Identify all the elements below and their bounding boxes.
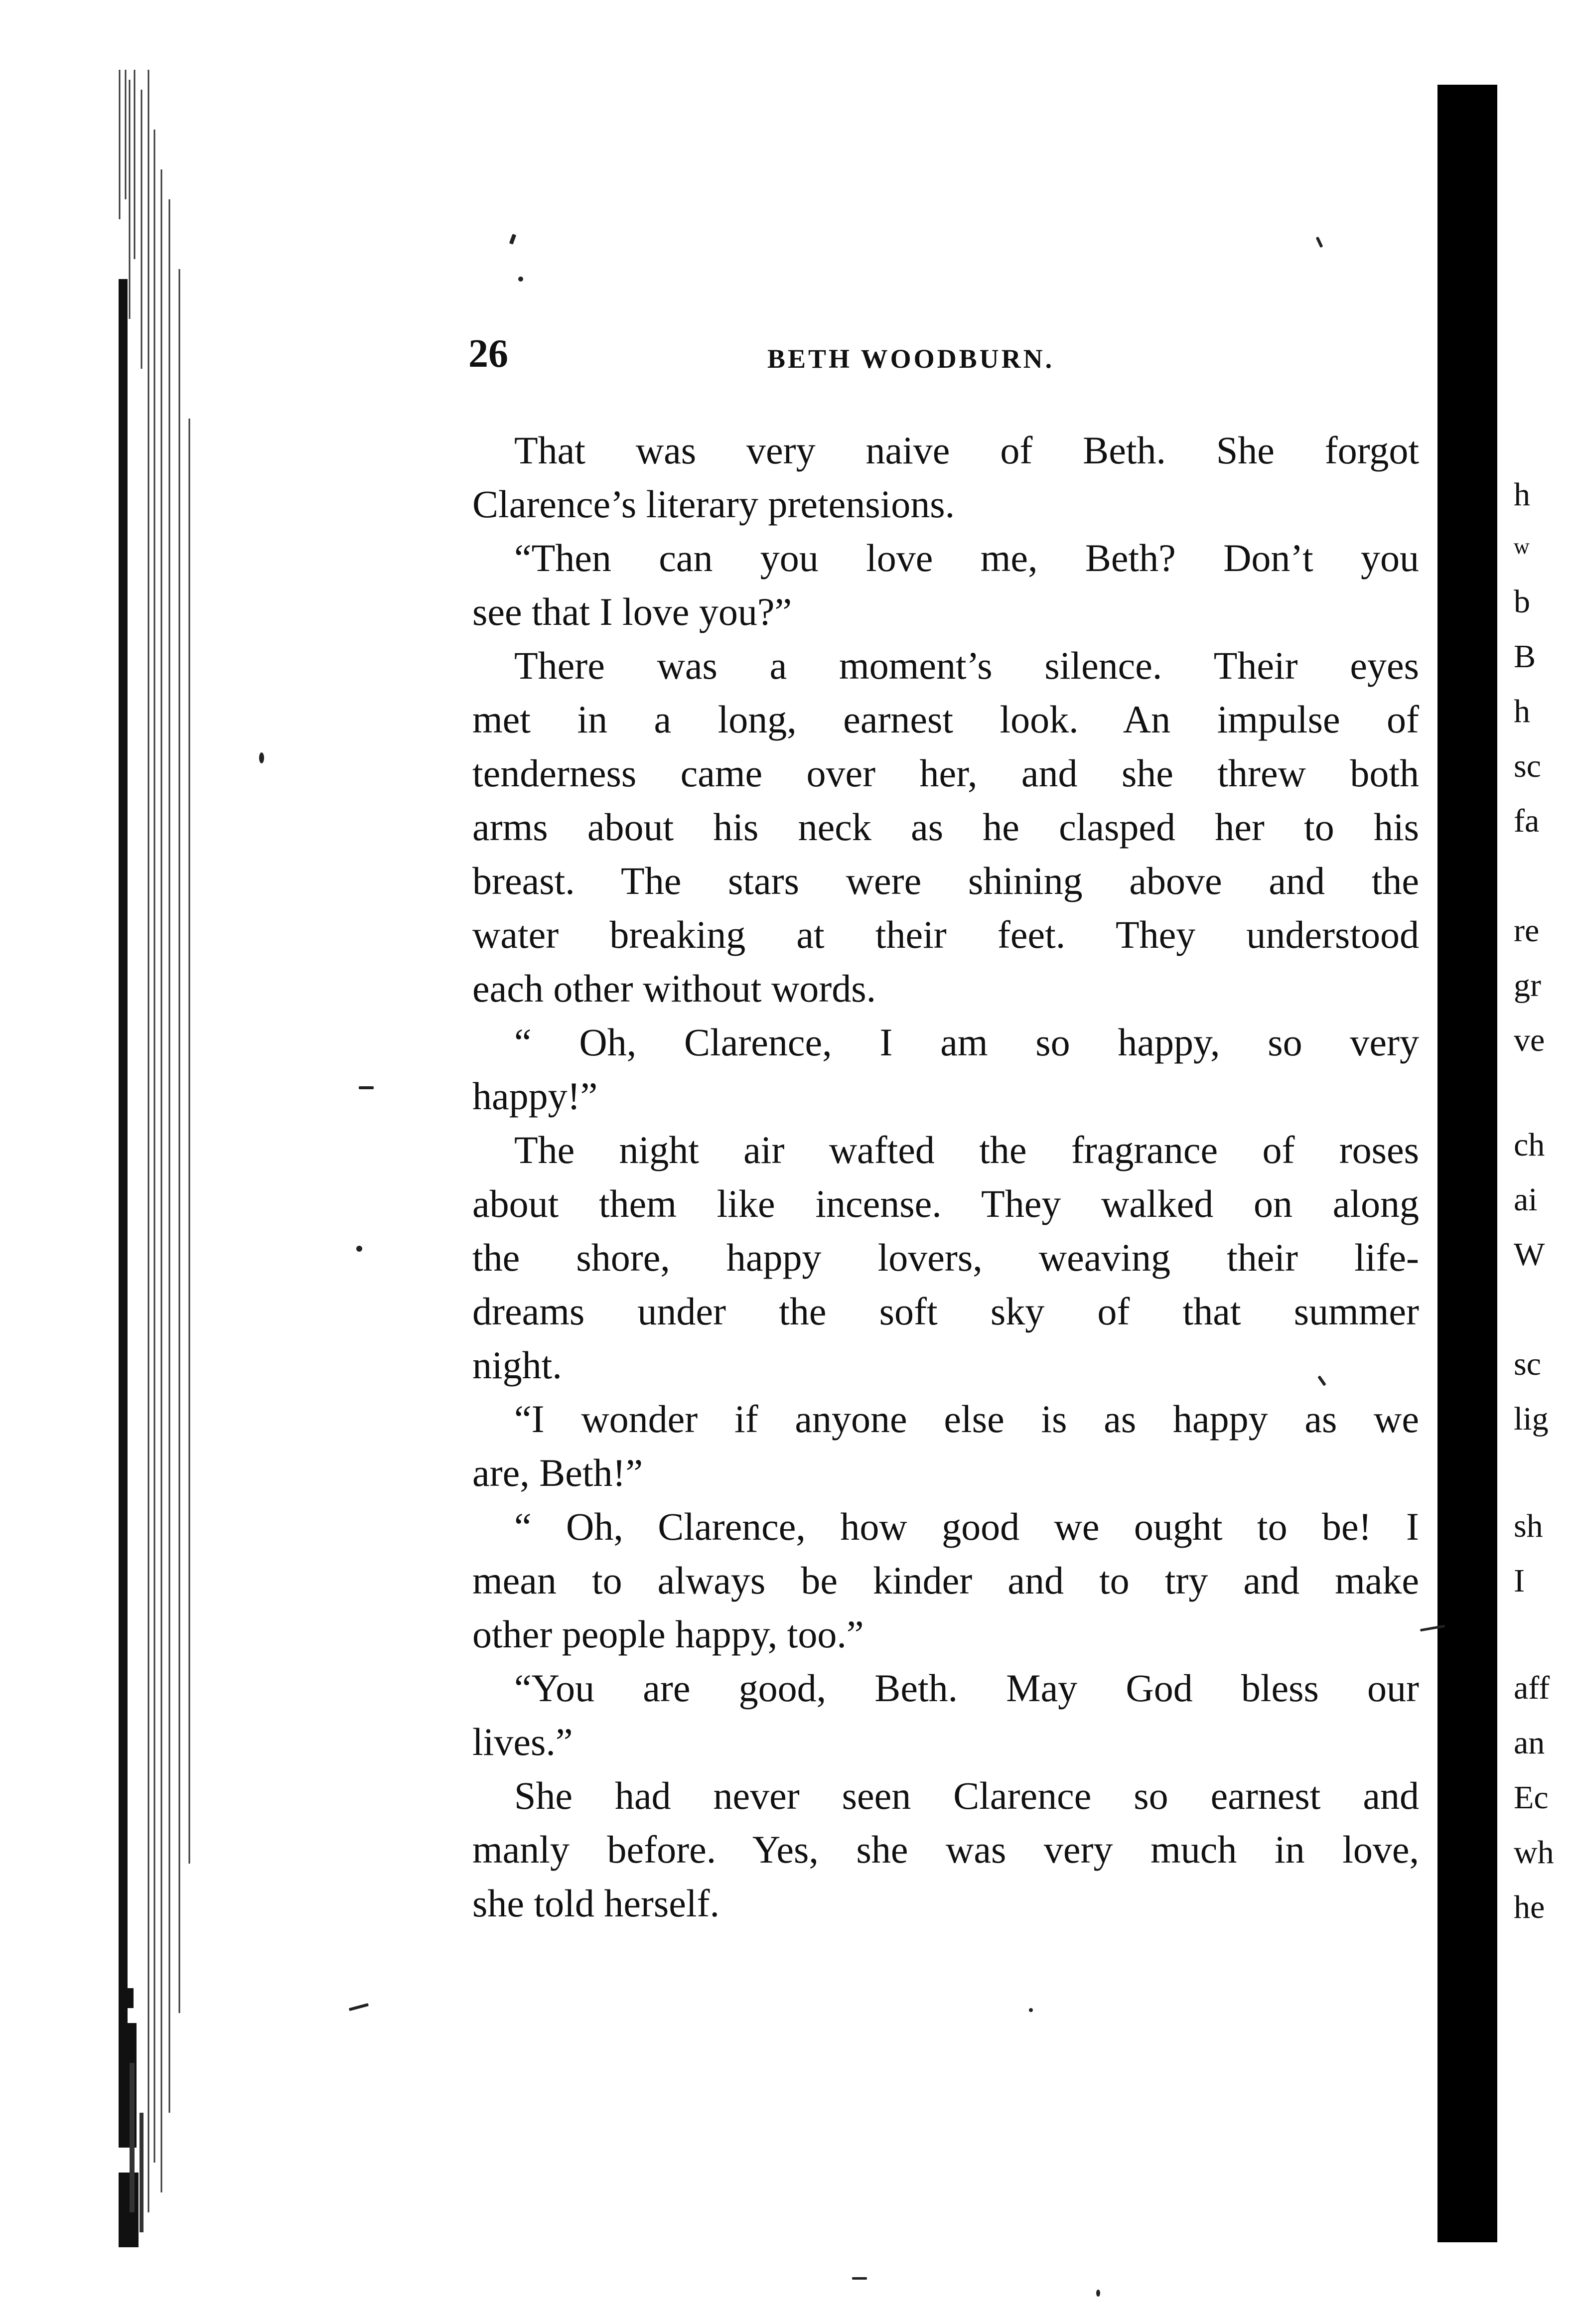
text-line: “You are good, Beth. May God bless our: [514, 1666, 1419, 1710]
scan-speck: [356, 1246, 362, 1252]
facing-fragment: W: [1514, 1236, 1545, 1273]
facing-fragment: w: [1514, 534, 1530, 559]
running-head: [468, 331, 1415, 381]
facing-fragment: b: [1514, 583, 1530, 620]
scan-speck: [509, 234, 516, 245]
body-text: [472, 424, 1419, 1930]
text-line: “I wonder if anyone else is as happy as we: [514, 1397, 1419, 1441]
page-number: 26: [468, 332, 508, 376]
text-line: Clarence’s literary pretensions.: [472, 482, 955, 526]
text-line: met in a long, earnest look. An impulse of: [472, 698, 1419, 741]
paragraph: [472, 1769, 1419, 1930]
facing-fragment: sc: [1514, 1346, 1541, 1382]
text-line: “Then can you love me, Beth? Don’t you: [514, 536, 1419, 580]
paragraph: [472, 1392, 1419, 1500]
paragraph: [472, 639, 1419, 1016]
facing-fragment: ai: [1514, 1181, 1538, 1218]
text-line: happy!”: [472, 1074, 598, 1118]
paragraph: [472, 1016, 1419, 1123]
text-line: see that I love you?”: [472, 590, 792, 633]
text-line: manly before. Yes, she was very much in love,: [472, 1828, 1419, 1871]
scan-speck: [349, 2003, 369, 2011]
gutter-shadow: [1437, 85, 1497, 2242]
paragraph: [472, 424, 1419, 531]
scan-speck: [259, 752, 264, 763]
text-line: about them like incense. They walked on along: [472, 1182, 1419, 1225]
running-title: BETH WOODBURN.: [767, 344, 1055, 374]
facing-fragment: fa: [1514, 803, 1540, 839]
facing-fragment: aff: [1514, 1670, 1550, 1706]
facing-page-edge: [1510, 0, 1577, 2324]
text-line: she told herself.: [472, 1882, 720, 1925]
facing-fragment: Ec: [1514, 1779, 1549, 1816]
facing-fragment: gr: [1514, 967, 1541, 1004]
paragraph: [472, 531, 1419, 639]
text-line: “ Oh, Clarence, I am so happy, so very: [514, 1020, 1419, 1064]
facing-fragment: lig: [1514, 1401, 1549, 1437]
paragraph: [472, 1500, 1419, 1661]
text-line: arms about his neck as he clasped her to his: [472, 805, 1419, 849]
facing-fragment: re: [1514, 912, 1540, 949]
text-line: She had never seen Clarence so earnest and: [514, 1774, 1419, 1817]
text-line: are, Beth!”: [472, 1451, 643, 1494]
facing-fragment: h: [1514, 693, 1530, 729]
facing-fragment: ch: [1514, 1127, 1545, 1163]
text-line: dreams under the soft sky of that summer: [472, 1290, 1419, 1333]
facing-fragment: wh: [1514, 1834, 1554, 1871]
scan-speck: [1096, 2290, 1100, 2297]
scan-speck: [359, 1086, 374, 1089]
binding-edge: [100, 70, 219, 2247]
facing-fragment: B: [1514, 638, 1536, 675]
scan-speck: [852, 2277, 867, 2280]
facing-fragment: sc: [1514, 748, 1541, 784]
facing-fragment: an: [1514, 1725, 1545, 1761]
paragraph: [472, 1661, 1419, 1769]
text-line: other people happy, too.”: [472, 1612, 864, 1656]
facing-fragment: sh: [1514, 1508, 1543, 1544]
facing-fragment: I: [1514, 1563, 1525, 1599]
text-line: There was a moment’s silence. Their eyes: [514, 644, 1419, 687]
text-line: mean to always be kinder and to try and make: [472, 1559, 1419, 1602]
scan-speck: [1316, 237, 1323, 248]
facing-fragment: ve: [1514, 1022, 1545, 1058]
scan-speck: [518, 277, 523, 282]
text-line: water breaking at their feet. They understood: [472, 913, 1419, 956]
text-line: tenderness came over her, and she threw both: [472, 751, 1419, 795]
text-line: the shore, happy lovers, weaving their life-: [472, 1236, 1419, 1279]
paragraph: [472, 1123, 1419, 1392]
text-line: That was very naive of Beth. She forgot: [514, 429, 1419, 472]
text-line: lives.”: [472, 1720, 573, 1763]
facing-fragment: he: [1514, 1889, 1545, 1925]
scan-speck: [1029, 2008, 1033, 2012]
facing-fragment: h: [1514, 476, 1530, 513]
text-line: breast. The stars were shining above and the: [472, 859, 1419, 902]
text-line: “ Oh, Clarence, how good we ought to be! I: [514, 1505, 1419, 1548]
text-line: night.: [472, 1343, 562, 1387]
text-line: The night air wafted the fragrance of roses: [514, 1128, 1419, 1171]
text-line: each other without words.: [472, 967, 876, 1010]
